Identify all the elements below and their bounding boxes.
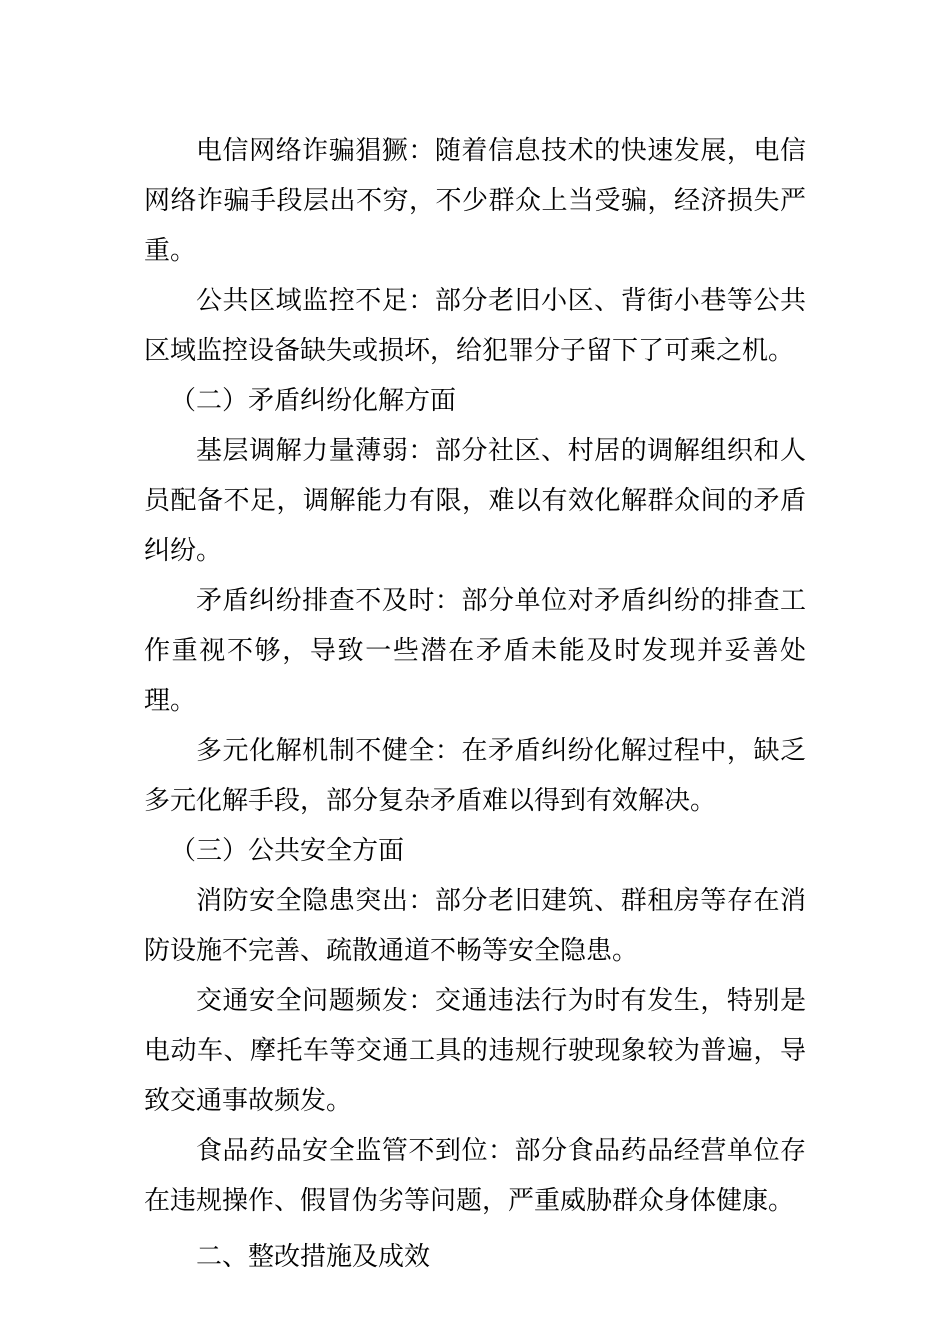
paragraph-traffic-safety: 交通安全问题频发：交通违法行为时有发生，特别是电动车、摩托车等交通工具的违规行驶现象较为普遍，导致交通事故频发。 — [144, 986, 806, 1116]
subheading-dispute-resolution: （二）矛盾纠纷化解方面 — [170, 386, 457, 416]
paragraph-dispute-screening: 矛盾纠纷排查不及时：部分单位对矛盾纠纷的排查工作重视不够，导致一些潜在矛盾未能及时发现并妥善处理。 — [144, 586, 806, 716]
document-body — [144, 126, 806, 1282]
paragraph-telecom-fraud: 电信网络诈骗猖獗：随着信息技术的快速发展，电信网络诈骗手段层出不穷，不少群众上当受骗，经济损失严重。 — [144, 136, 806, 266]
paragraph-public-surveillance: 公共区域监控不足：部分老旧小区、背街小巷等公共区域监控设备缺失或损坏，给犯罪分子留下了可乘之机。 — [144, 286, 806, 366]
section-heading-rectification: 二、整改措施及成效 — [196, 1242, 431, 1272]
paragraph-diversified-mechanism: 多元化解机制不健全：在矛盾纠纷化解过程中，缺乏多元化解手段，部分复杂矛盾难以得到有效解决。 — [144, 736, 806, 816]
subheading-public-safety: （三）公共安全方面 — [170, 836, 405, 866]
paragraph-food-drug-safety: 食品药品安全监管不到位：部分食品药品经营单位存在违规操作、假冒伪劣等问题，严重威胁群众身体健康。 — [144, 1136, 806, 1216]
paragraph-fire-safety: 消防安全隐患突出：部分老旧建筑、群租房等存在消防设施不完善、疏散通道不畅等安全隐患。 — [144, 886, 806, 966]
paragraph-mediation-strength: 基层调解力量薄弱：部分社区、村居的调解组织和人员配备不足，调解能力有限，难以有效化解群众间的矛盾纠纷。 — [144, 436, 806, 566]
